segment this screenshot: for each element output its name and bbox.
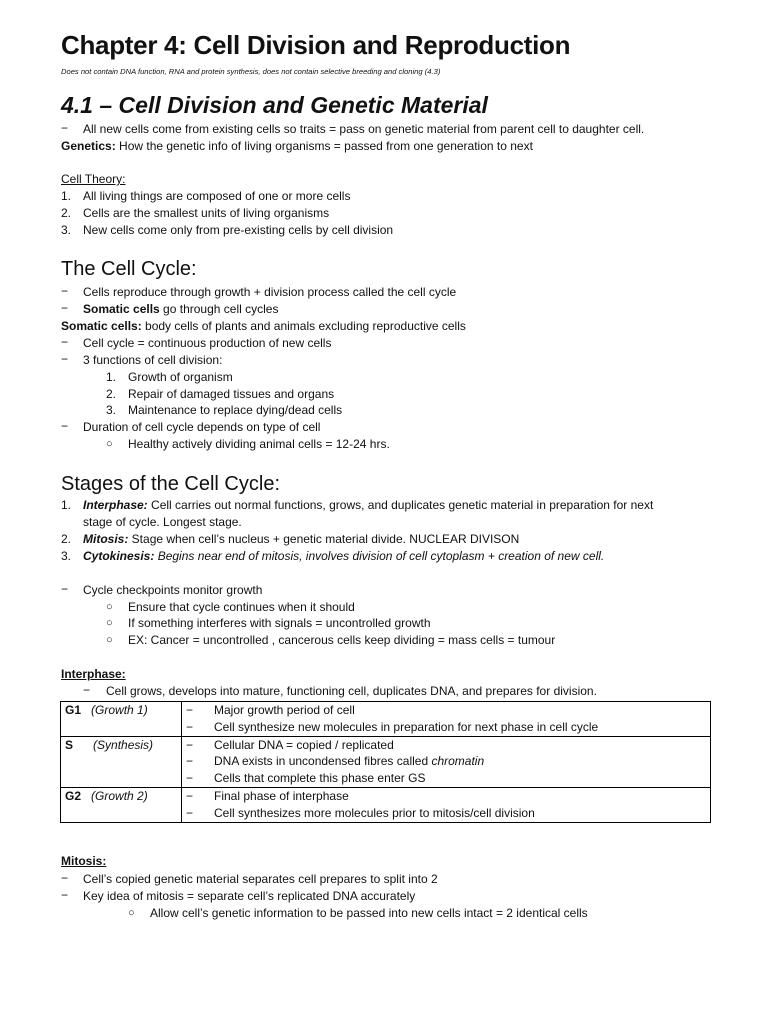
circle-bullet: ○ [106,617,113,629]
cell-cycle-heading: The Cell Cycle: [61,258,197,280]
cytokinesis-term: Cytokinesis: [83,549,155,563]
dash-bullet: − [61,888,69,902]
dash-bullet: − [61,301,69,315]
genetics-term: Genetics: [61,139,116,153]
somatic-rest: go through cell cycles [159,302,279,316]
phase-items-cell [182,787,711,822]
chromatin-item: DNA exists in uncondensed fibres called chromatin [214,754,485,769]
phase-items-cell [182,736,711,787]
genetics-definition [61,138,533,155]
phase-cell [61,787,182,822]
genetics-def: How the genetic info of living organisms = passed from one generation to next [115,139,533,153]
phase-item: − Cell synthesize new molecules in preparation for next phase in cell cycle [186,719,599,734]
phase-name: (Synthesis) [93,737,154,752]
list-number: 1. [61,189,72,203]
table-row [61,787,711,822]
list-number: 1. [61,498,72,512]
circle-bullet: ○ [106,601,113,613]
interphase-heading: Interphase: [61,667,126,681]
phase-item: − Cellular DNA = copied / replicated [186,737,394,752]
mitosis-heading: Mitosis: [61,854,107,868]
cell-cycle-bullet: Cells reproduce through growth + division process called the cell cycle [83,285,457,299]
mitosis-def: Stage when cell’s nucleus + genetic material divide. NUCLEAR DIVISON [128,532,520,546]
cell-cycle-bullet: Cell cycle = continuous production of new cells [83,336,332,350]
interphase-def: Cell carries out normal functions, grows, and duplicates genetic material in preparation for next [147,498,654,512]
dash-bullet: − [61,582,69,596]
somatic-term: Somatic cells: [61,319,142,333]
circle-bullet: ○ [128,907,135,919]
function-item: Growth of organism [128,370,233,384]
list-number: 2. [61,532,72,546]
dash-bullet: − [61,284,69,298]
somatic-definition [61,318,466,335]
phase-name: (Growth 2) [91,788,148,803]
circle-bullet: ○ [106,438,113,450]
cell-cycle-bullet: 3 functions of cell division: [83,353,223,367]
list-number: 3. [61,223,72,237]
mitosis-bullet: Cell’s copied genetic material separates cell prepares to split into 2 [83,872,438,886]
function-item: Maintenance to replace dying/dead cells [128,403,343,417]
somatic-bold: Somatic cells [83,302,160,316]
interphase-bullet: Cell grows, develops into mature, functioning cell, duplicates DNA, and prepares for division. [106,684,597,698]
phase-item: − Major growth period of cell [186,703,355,717]
phase-item: − Cells that complete this phase enter GS [186,771,426,786]
mitosis-sub-bullet: Allow cell’s genetic information to be passed into new cells intact = 2 identical cells [150,906,588,920]
dash-bullet: − [61,335,69,349]
stage-cytokinesis [83,548,604,565]
cell-cycle-bullet: Duration of cell cycle depends on type of cell [83,420,321,434]
table-row [61,702,711,737]
cytokinesis-def: Begins near end of mitosis, involves division of cell cytoplasm + creation of new cell. [154,549,605,563]
list-number: 2. [106,387,117,401]
duration-sub-bullet: Healthy actively dividing animal cells = 12-24 hrs. [128,437,390,451]
phase-code: G1 [65,703,82,717]
phase-cell [61,702,182,737]
somatic-def: body cells of plants and animals excluding reproductive cells [141,319,466,333]
checkpoint-bullet: Cycle checkpoints monitor growth [83,583,263,597]
phase-code: S [65,737,74,752]
chapter-title: Chapter 4: Cell Division and Reproduction [61,30,571,60]
dash-bullet: − [61,352,69,366]
phase-cell [61,736,182,787]
dash-bullet: − [61,419,69,433]
list-number: 3. [61,549,72,563]
phase-code: G2 [65,788,82,803]
cell-theory-item: New cells come only from pre-existing cells by cell division [83,223,394,237]
heredity-bullet: All new cells come from existing cells so traits = pass on genetic material from parent cell to daughter cell. [83,122,645,136]
cell-theory-item: All living things are composed of one or more cells [83,189,351,203]
phase-items-cell [182,702,711,737]
stage-mitosis [83,531,519,548]
list-number: 2. [61,206,72,220]
phase-item: − Cell synthesizes more molecules prior to mitosis/cell division [186,805,535,820]
dash-bullet: − [61,121,69,135]
mitosis-bullet: Key idea of mitosis = separate cell’s replicated DNA accurately [83,889,416,903]
stage-interphase [83,497,653,514]
phase-item: − Final phase of interphase [186,788,349,803]
checkpoint-sub-bullet: Ensure that cycle continues when it should [128,600,355,614]
cell-theory-heading: Cell Theory: [61,172,126,186]
stage-interphase-cont: stage of cycle. Longest stage. [83,515,242,529]
list-number: 1. [106,370,117,384]
interphase-table [60,701,711,823]
phase-item: − DNA exists in uncondensed fibres called chromatin [186,754,485,769]
phase-name: (Growth 1) [91,703,148,717]
dash-bullet: − [83,683,91,697]
interphase-term: Interphase: [83,498,148,512]
cell-theory-item: Cells are the smallest units of living organisms [83,206,330,220]
circle-bullet: ○ [106,634,113,646]
mitosis-term: Mitosis: [83,532,129,546]
somatic-bullet [83,301,278,318]
dash-bullet: − [61,871,69,885]
stages-heading: Stages of the Cell Cycle: [61,473,280,495]
function-item: Repair of damaged tissues and organs [128,387,335,401]
section-heading: 4.1 – Cell Division and Genetic Material [61,92,488,118]
checkpoint-sub-bullet: EX: Cancer = uncontrolled , cancerous cells keep dividing = mass cells = tumour [128,633,556,647]
checkpoint-sub-bullet: If something interferes with signals = uncontrolled growth [128,616,431,630]
chapter-note: Does not contain DNA function, RNA and protein synthesis, does not contain selective breeding and cloning (4.3) [61,67,441,76]
list-number: 3. [106,403,117,417]
table-row [61,736,711,787]
